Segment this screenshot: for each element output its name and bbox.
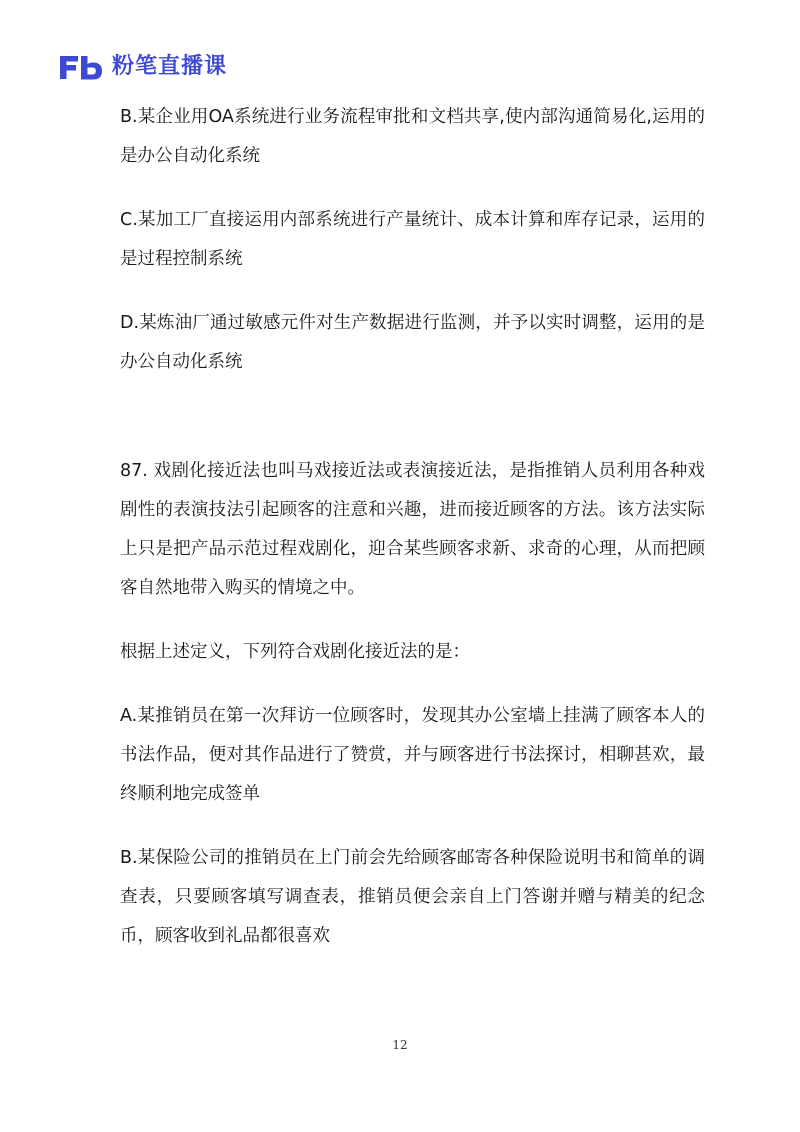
option-c-previous: C.某加工厂直接运用内部系统进行产量统计、成本计算和库存记录，运用的是过程控制系统 [120, 210, 705, 269]
option-d-previous: D.某炼油厂通过敏感元件对生产数据进行监测，并予以实时调整，运用的是办公自动化系统 [120, 313, 705, 372]
option-b-previous: B.某企业用OA系统进行业务流程审批和文档共享,使内部沟通简易化,运用的是办公自动化系统 [120, 107, 705, 166]
option-b: B.某保险公司的推销员在上门前会先给顾客邮寄各种保险说明书和简单的调查表，只要顾客填写调查表，推销员便会亲自上门答谢并赠与精美的纪念币，顾客收到礼品都很喜欢 [120, 848, 705, 946]
fenbi-logo-icon [58, 52, 106, 82]
brand-name: 粉笔直播课 [112, 54, 228, 79]
question-prompt: 根据上述定义，下列符合戏剧化接近法的是： [120, 642, 470, 662]
question-87-text: 87. 戏剧化接近法也叫马戏接近法或表演接近法，是指推销人员利用各种戏剧性的表演技法引起顾客的注意和兴趣，进而接近顾客的方法。该方法实际上只是把产品示范过程戏剧化，迎合某些顾客求新、求奇的心理，从而把顾客自然地带入购买的情境之中。 [120, 461, 705, 598]
brand-header [58, 50, 227, 84]
page-number: 12 [392, 1038, 408, 1052]
option-a: A.某推销员在第一次拜访一位顾客时，发现其办公室墙上挂满了顾客本人的书法作品，便对其作品进行了赞赏，并与顾客进行书法探讨，相聊甚欢，最终顺利地完成签单 [120, 706, 705, 804]
document-body [120, 98, 705, 956]
